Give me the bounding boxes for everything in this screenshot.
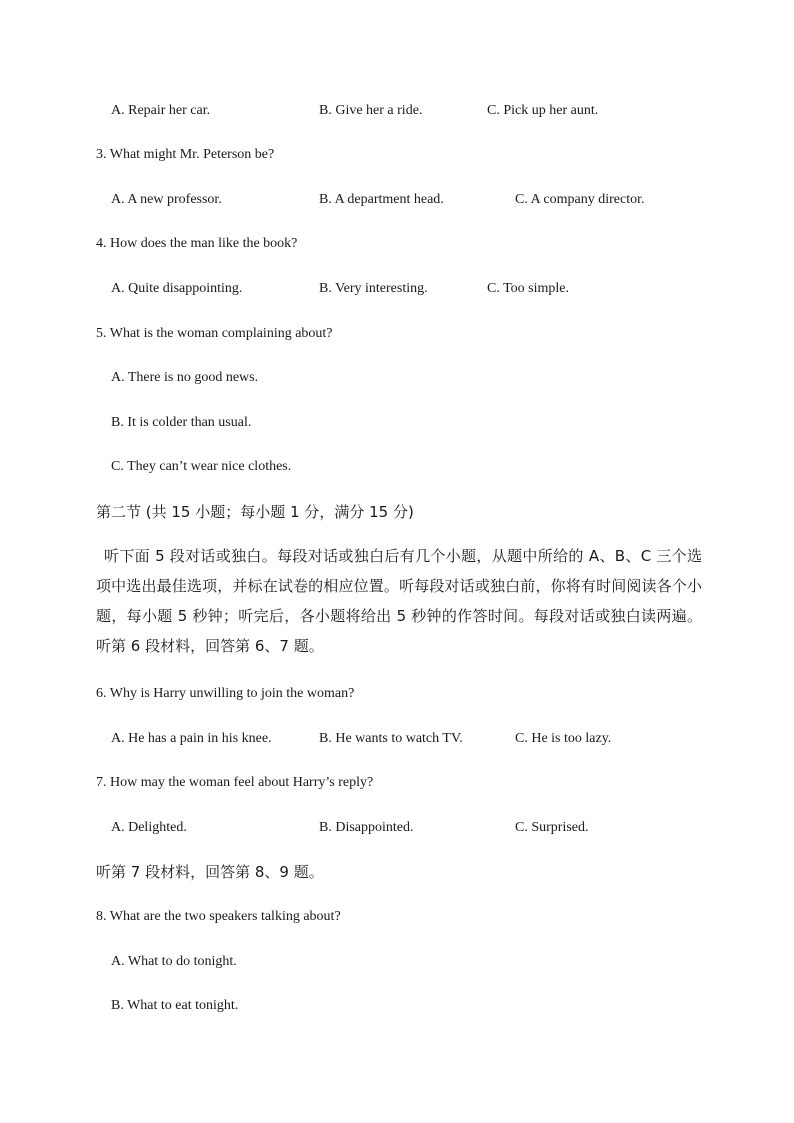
q4-option-b: B. Very interesting. xyxy=(319,281,428,296)
q7-option-a: A. Delighted. xyxy=(111,820,187,835)
q7-option-b: B. Disappointed. xyxy=(319,820,414,835)
q6-stem-text: 6. Why is Harry unwilling to join the woman? xyxy=(96,686,355,701)
q3-option-b: B. A department head. xyxy=(319,192,444,207)
q3-option-a: A. A new professor. xyxy=(111,192,222,207)
q7-stem-text: 7. How may the woman feel about Harry’s reply? xyxy=(96,775,374,790)
q2-option-c: C. Pick up her aunt. xyxy=(487,103,599,118)
section2-instructions: 听下面 5 段对话或独白。每段对话或独白后有几个小题，从题中所给的 A、B、C 三个选项中选出最佳选项，并标在试卷的相应位置。听每段对话或独白前，你将有时间阅读各个小题，每小题 5 秒钟；听完后，各小题将给出 5 秒钟的作答时间。每段对话或独白读两遍。听第 6 段材料，回答第 6、7 题。 xyxy=(96,547,702,655)
material7-text: 听第 7 段材料，回答第 8、9 题。 xyxy=(96,863,324,881)
q6-option-c: C. He is too lazy. xyxy=(515,731,612,746)
q5-option-a: A. There is no good news. xyxy=(111,370,259,385)
q5-stem-text: 5. What is the woman complaining about? xyxy=(96,326,333,341)
q7-option-c: C. Surprised. xyxy=(515,820,589,835)
q4-option-a: A. Quite disappointing. xyxy=(111,281,243,296)
q8-option-a: A. What to do tonight. xyxy=(111,954,237,969)
q4-option-c: C. Too simple. xyxy=(487,281,569,296)
q2-option-b: B. Give her a ride. xyxy=(319,103,423,118)
q8-stem-text: 8. What are the two speakers talking about? xyxy=(96,909,341,924)
q6-option-b: B. He wants to watch TV. xyxy=(319,731,463,746)
q6-option-a: A. He has a pain in his knee. xyxy=(111,731,272,746)
q5-option-b: B. It is colder than usual. xyxy=(111,415,252,430)
q2-option-a: A. Repair her car. xyxy=(111,103,211,118)
q3-stem-text: 3. What might Mr. Peterson be? xyxy=(96,147,275,162)
section2-heading-text: 第二节 (共 15 小题；每小题 1 分，满分 15 分) xyxy=(96,503,414,521)
q5-option-c: C. They can’t wear nice clothes. xyxy=(111,459,292,474)
q3-option-c: C. A company director. xyxy=(515,192,645,207)
q8-option-b: B. What to eat tonight. xyxy=(111,998,239,1013)
q4-stem-text: 4. How does the man like the book? xyxy=(96,236,298,251)
